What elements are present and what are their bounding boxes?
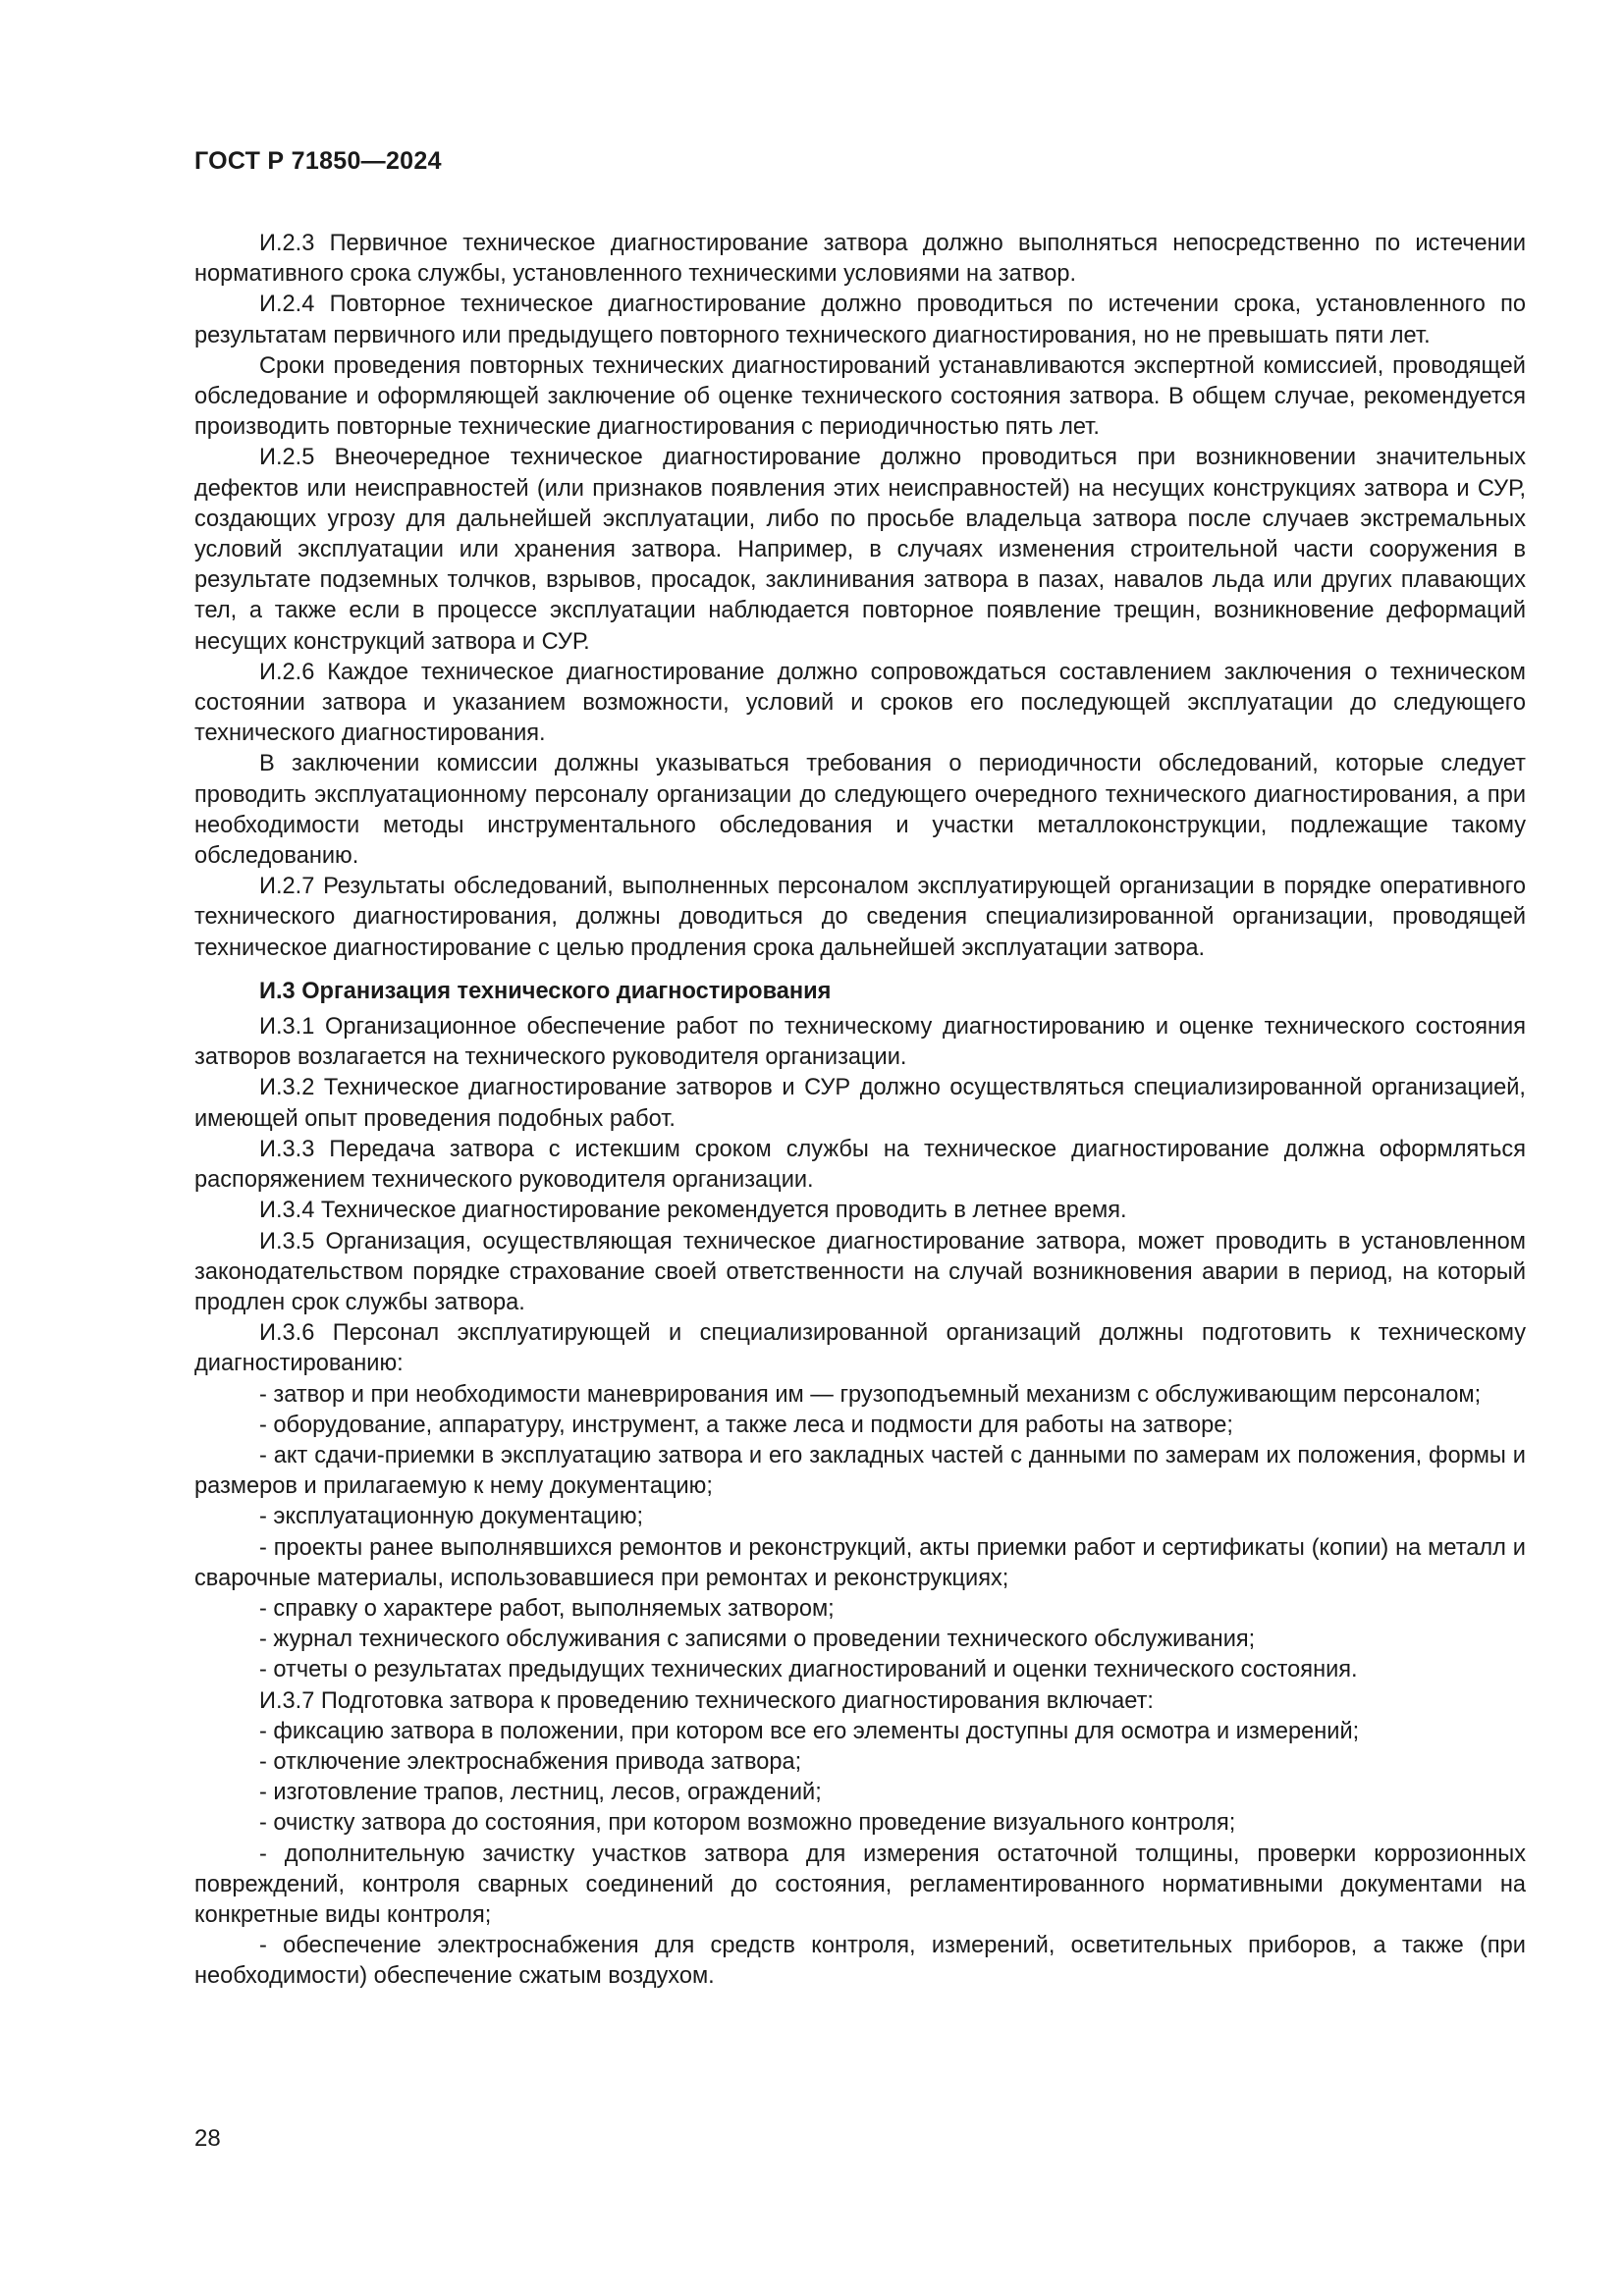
list-item: - обеспечение электроснабжения для средств контроля, измерений, осветительных приборов, а также (при необходимости) обеспечение сжатым воздухом. — [194, 1933, 1526, 1990]
list-item: - журнал технического обслуживания с записями о проведении технического обслуживания; — [259, 1627, 1256, 1653]
paragraph-i-3-3: И.3.3 Передача затвора с истекшим сроком службы на техническое диагностирование должна оформляться распоряжением технического руководителя организации. — [194, 1136, 1526, 1194]
list-item: - справку о характере работ, выполняемых затвором; — [259, 1595, 835, 1622]
paragraph-i-3-6: И.3.6 Персонал эксплуатирующей и специализированной организаций должны подготовить к техническому диагностированию: — [194, 1320, 1526, 1377]
paragraph-i-3-5: И.3.5 Организация, осуществляющая техническое диагностирование затвора, может проводить в установленном законодательством порядке страхование своей ответственности на случай возникновения аварии в период, на который продлен срок службы затвора. — [194, 1228, 1526, 1315]
paragraph-i-2-4-terms: Сроки проведения повторных технических диагностирований устанавливаются экспертной комиссией, проводящей обследование и оформляющей заключение об оценке технического состояния затвора. В общем случае, рекомендуется производить повторные технические диагностирования с периодичностью пять лет. — [194, 352, 1526, 441]
paragraph-i-2-4: И.2.4 Повторное техническое диагностирование должно проводиться по истечении срока, установленного по результатам первичного или предыдущего повторного технического диагностирования, но не превышать пяти лет. — [194, 292, 1526, 348]
list-item: - дополнительную зачистку участков затвора для измерения остаточной толщины, проверки коррозионных повреждений, контроля сварных соединений до состояния, регламентированного нормативными документами на конкретные виды контроля; — [194, 1841, 1526, 1928]
list-item: - изготовление трапов, лестниц, лесов, ограждений; — [259, 1780, 822, 1806]
list-item: - оборудование, аппаратуру, инструмент, а также леса и подмости для работы на затворе; — [259, 1412, 1233, 1438]
page-number: 28 — [194, 2125, 221, 2152]
document-code-header: ГОСТ Р 71850—2024 — [194, 147, 442, 175]
list-item: - проекты ранее выполнявшихся ремонтов и реконструкций, акты приемки работ и сертификаты (копии) на металл и сварочные материалы, использовавшиеся при ремонтах и реконструкциях; — [194, 1534, 1526, 1591]
paragraph-i-2-3: И.2.3 Первичное техническое диагностирование затвора должно выполняться непосредственно по истечении нормативного срока службы, установленного техническими условиями на затвор. — [194, 231, 1526, 288]
list-item: - эксплуатационную документацию; — [259, 1504, 644, 1530]
paragraph-i-2-6-commission: В заключении комиссии должны указываться требования о периодичности обследований, которые следует проводить эксплуатационному персоналу организации до следующего очередного технического диагностирования, а при необходимости методы инструментального обследования и участки металлоконструкции, подлежащие такому обследованию. — [194, 751, 1526, 870]
paragraph-i-2-6: И.2.6 Каждое техническое диагностирование должно сопровождаться составлением заключения о техническом состоянии затвора и указанием возможности, условий и сроков его последующей эксплуатации до следующего технического диагностирования. — [194, 659, 1526, 747]
list-item: - фиксацию затвора в положении, при котором все его элементы доступны для осмотра и измерений; — [259, 1718, 1360, 1744]
paragraph-i-3-1: И.3.1 Организационное обеспечение работ по техническому диагностированию и оценке технического состояния затворов возлагается на технического руководителя организации. — [194, 1014, 1526, 1071]
section-heading-i-3: И.3 Организация технического диагностирования — [259, 978, 832, 1004]
paragraph-i-3-7: И.3.7 Подготовка затвора к проведению технического диагностирования включает: — [259, 1687, 1154, 1714]
list-item: - отключение электроснабжения привода затвора; — [259, 1748, 802, 1775]
paragraph-i-2-5: И.2.5 Внеочередное техническое диагностирование должно проводиться при возникновении значительных дефектов или неисправностей (или признаков появления этих неисправностей) на несущих конструкциях затвора и СУР, создающих угрозу для дальнейшей эксплуатации, либо по просьбе владельца затвора после случаев экстремальных условий эксплуатации или хранения затвора. Например, в случаях изменения строительной части сооружения в результате подземных толчков, взрывов, просадок, заклинивания затвора в пазах, навалов льда или других плавающих тел, а также если в процессе эксплуатации наблюдается повторное появление трещин, возникновение деформаций несущих конструкций затвора и СУР. — [194, 445, 1526, 655]
paragraph-i-3-2: И.3.2 Техническое диагностирование затворов и СУР должно осуществляться специализированной организацией, имеющей опыт проведения подобных работ. — [194, 1075, 1526, 1132]
document-body — [194, 229, 1526, 1993]
list-item: - акт сдачи-приемки в эксплуатацию затвора и его закладных частей с данными по замерам их положения, формы и размеров и прилагаемую к нему документацию; — [194, 1442, 1526, 1500]
paragraph-i-2-7: И.2.7 Результаты обследований, выполненных персоналом эксплуатирующей организации в порядке оперативного технического диагностирования, должны доводиться до сведения специализированной организации, проводящей техническое диагностирование с целью продления срока дальнейшей эксплуатации затвора. — [194, 874, 1526, 961]
list-item: - очистку затвора до состояния, при котором возможно проведение визуального контроля; — [259, 1810, 1236, 1837]
list-item: - затвор и при необходимости маневрирования им — грузоподъемный механизм с обслуживающим персоналом; — [259, 1381, 1482, 1408]
list-item: - отчеты о результатах предыдущих технических диагностирований и оценки технического состояния. — [259, 1657, 1358, 1683]
paragraph-i-3-4: И.3.4 Техническое диагностирование рекомендуется проводить в летнее время. — [259, 1198, 1127, 1224]
